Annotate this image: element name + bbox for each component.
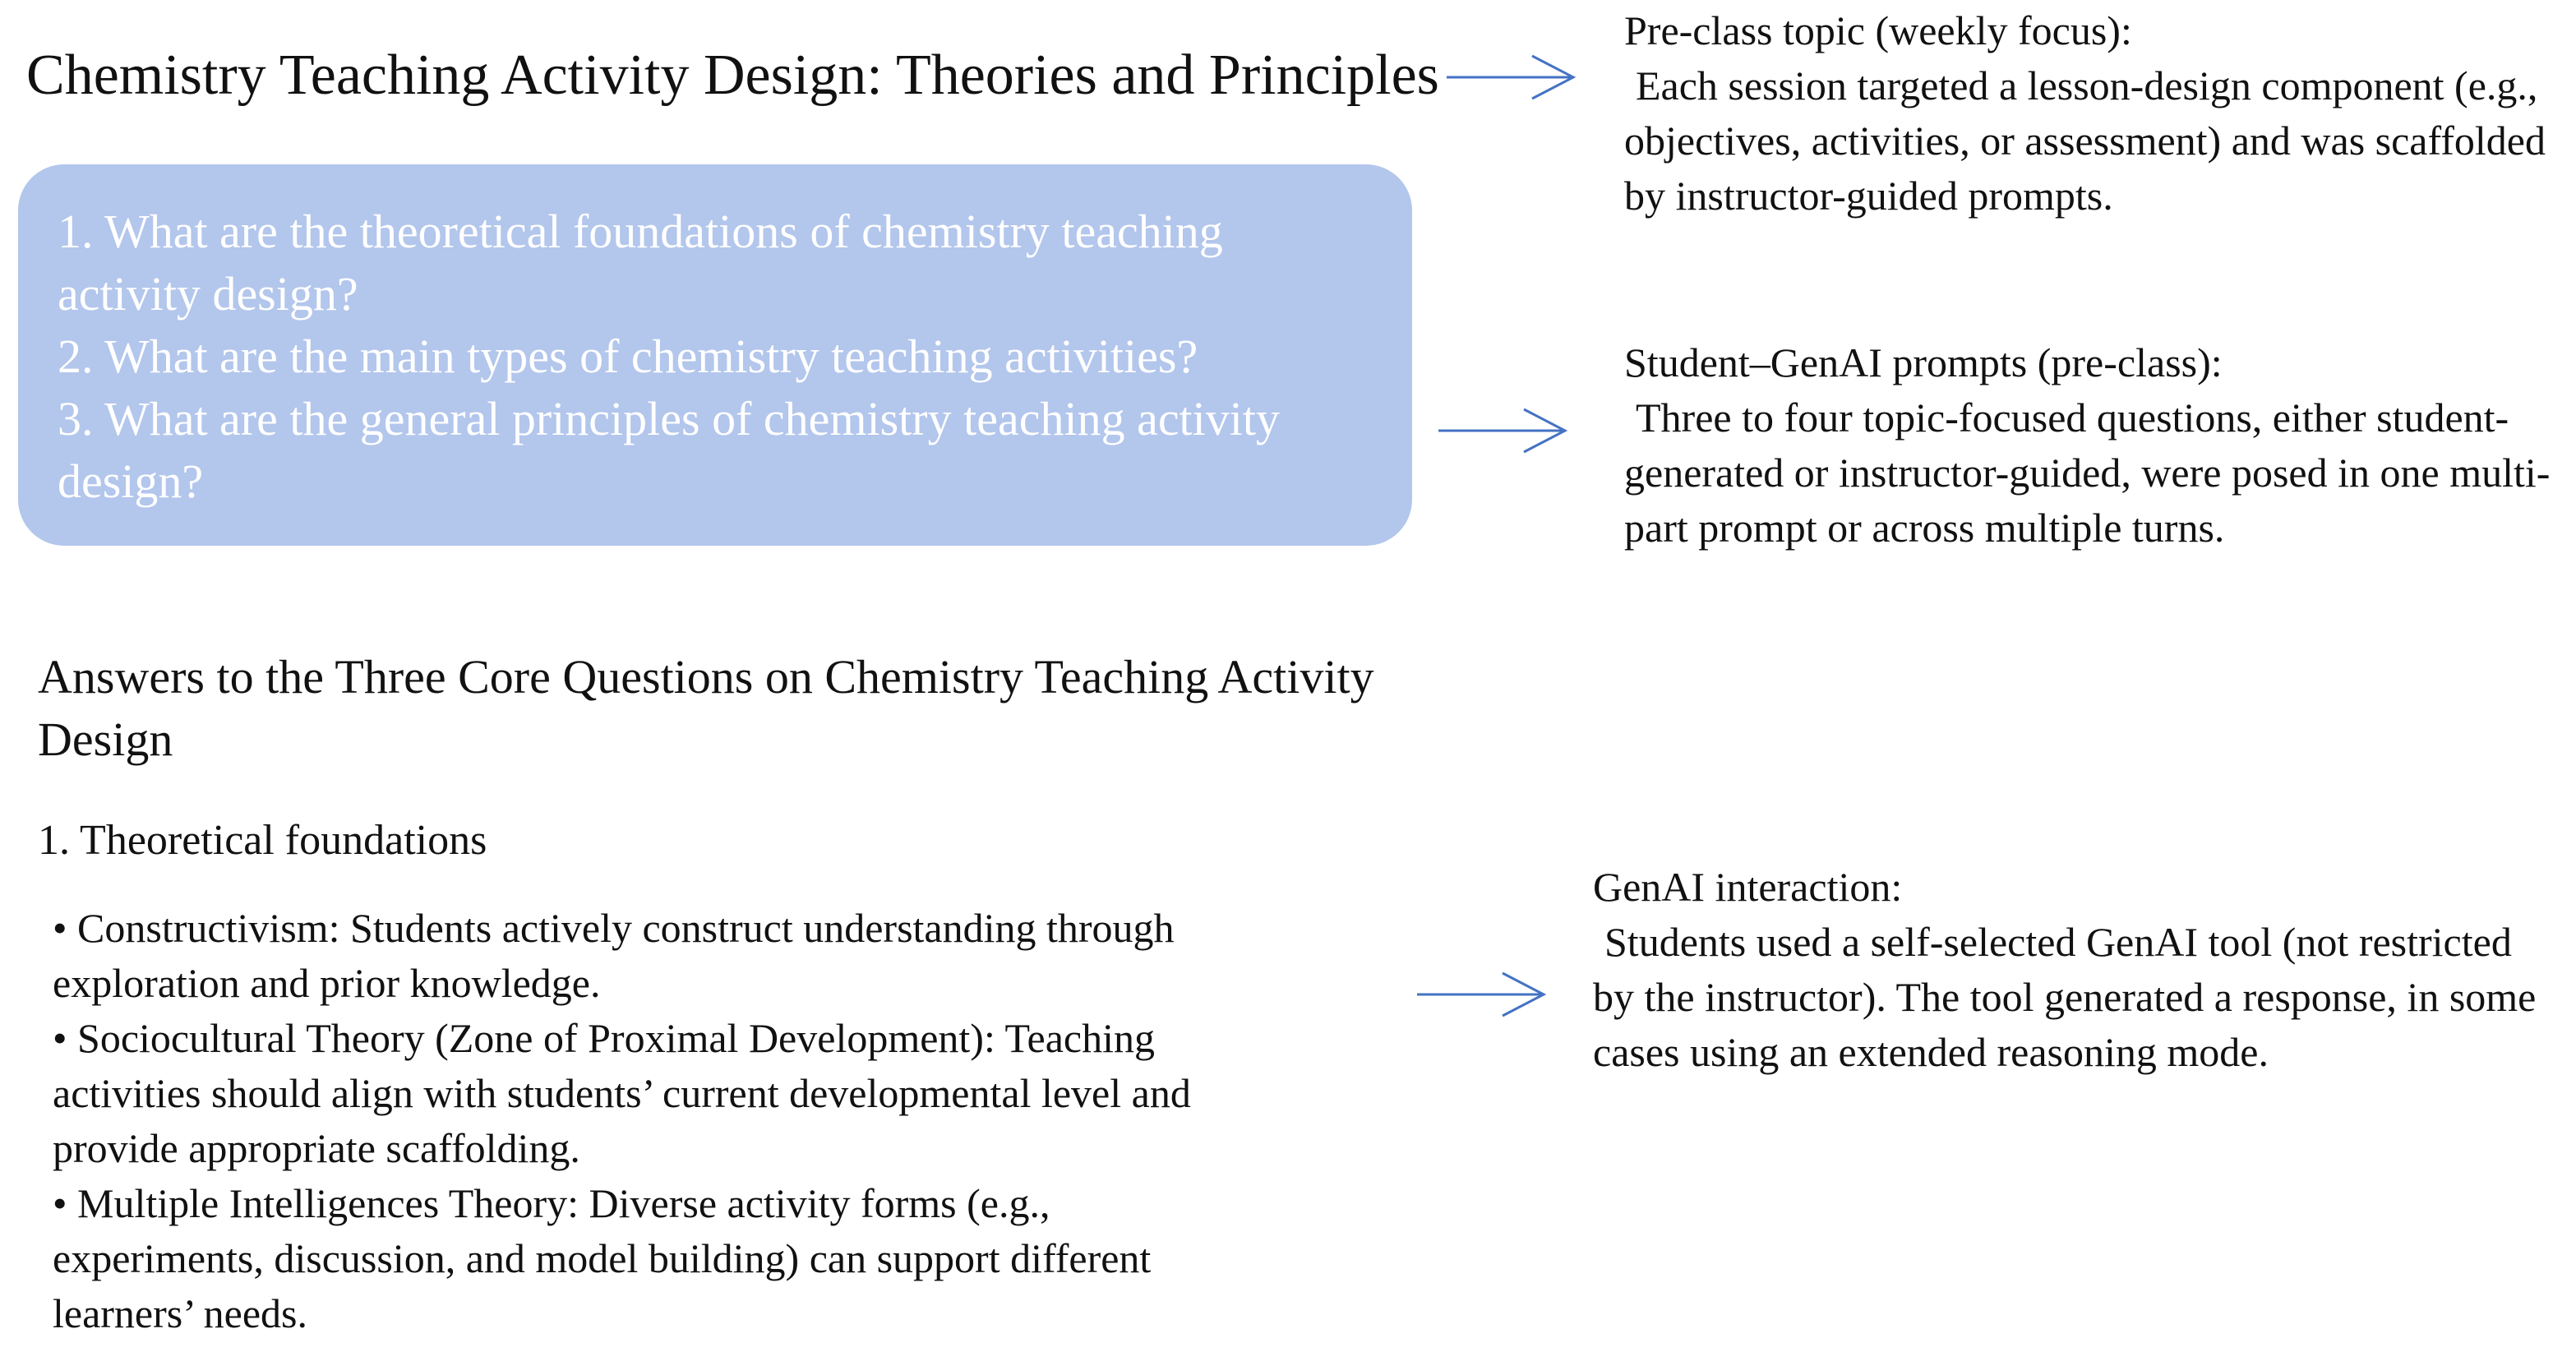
side-note-heading: GenAI interaction: <box>1593 864 1903 910</box>
arrow-icon-title-to-preclass <box>1443 53 1580 102</box>
side-note-body: Students used a self-selected GenAI tool (not restricted by the instructor). The tool generated a response, in some cases using an extended reasoning mode. <box>1593 919 2537 1075</box>
arrow-icon-questions-to-prompts <box>1435 406 1572 455</box>
question-item-3: 3. What are the general principles of chemistry teaching activity design? <box>58 392 1281 508</box>
bullet-sociocultural-theory: • Sociocultural Theory (Zone of Proximal Development): Teaching activities should align with students’ current developmental level and provide appropriate scaffolding. <box>53 1015 1191 1171</box>
bullet-constructivism: • Constructivism: Students actively construct understanding through exploration and prior knowledge. <box>53 905 1175 1006</box>
side-note-heading: Student–GenAI prompts (pre-class): <box>1624 339 2223 385</box>
question-box <box>18 164 1412 546</box>
side-note-body: Each session targeted a lesson-design component (e.g., objectives, activities, or assessment) and was scaffolded by instructor-guided prompts. <box>1624 62 2546 219</box>
main-title: Chemistry Teaching Activity Design: Theories and Principles <box>26 44 1439 107</box>
section-heading-theoretical-foundations: 1. Theoretical foundations <box>38 817 487 864</box>
side-note-body: Three to four topic-focused questions, either student-generated or instructor-guided, were posed in one multi-part prompt or across multiple turns. <box>1624 394 2551 551</box>
side-note-preclass-topic <box>1624 3 2561 224</box>
question-item-1: 1. What are the theoretical foundations of chemistry teaching activity design? <box>58 205 1223 321</box>
side-note-student-genai-prompts <box>1624 335 2561 556</box>
bullet-list <box>53 901 1220 1341</box>
side-note-heading: Pre-class topic (weekly focus): <box>1624 7 2132 53</box>
side-note-genai-interaction <box>1593 860 2563 1080</box>
bullet-multiple-intelligences: • Multiple Intelligences Theory: Diverse activity forms (e.g., experiments, discussion, and model building) can support different learners’ needs. <box>53 1180 1152 1336</box>
arrow-icon-answers-to-interaction <box>1414 970 1550 1019</box>
question-item-2: 2. What are the main types of chemistry teaching activities? <box>58 330 1198 383</box>
answers-title: Answers to the Three Core Questions on Chemistry Teaching Activity Design <box>38 650 1374 766</box>
